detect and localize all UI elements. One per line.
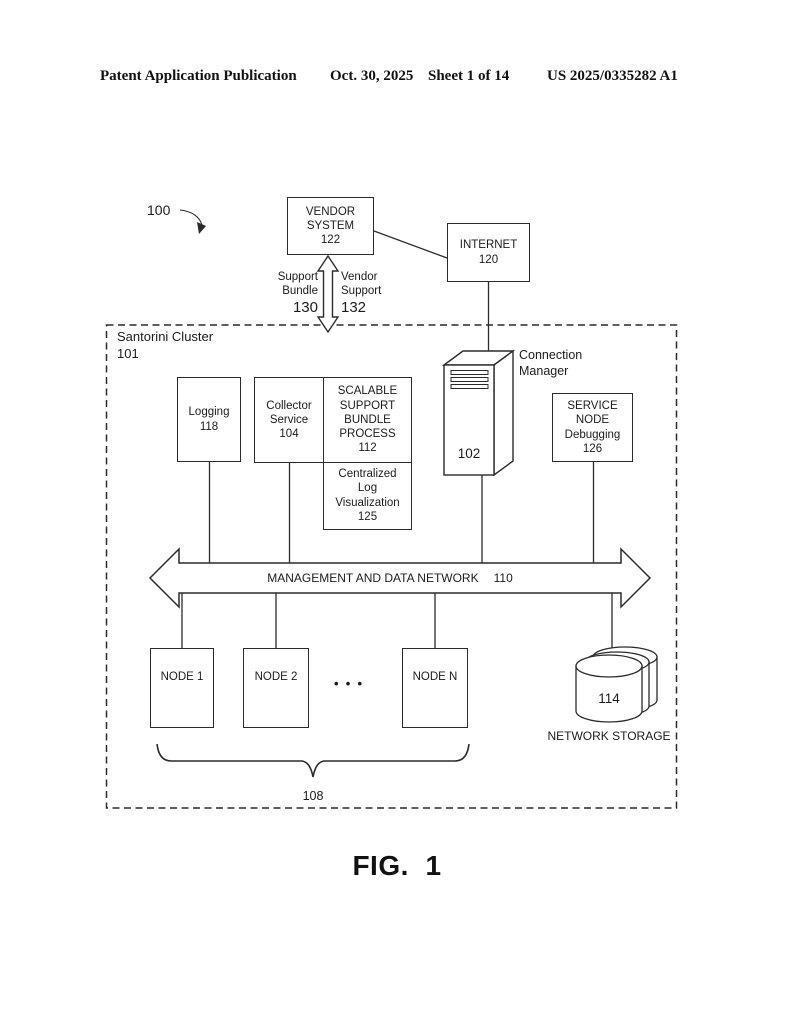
figure-caption: FIG. 1 bbox=[352, 850, 442, 881]
cluster-num: 101 bbox=[117, 345, 139, 361]
header-date: Oct. 30, 2025 bbox=[330, 68, 414, 84]
ref-100-arrow bbox=[180, 210, 206, 234]
collector-line: Collector bbox=[266, 399, 312, 412]
service-node-line: Debugging bbox=[564, 428, 621, 441]
connection-manager-line2: Manager bbox=[519, 364, 569, 379]
network-storage-cylinder-icon bbox=[576, 647, 657, 722]
connection-manager-label bbox=[519, 347, 582, 380]
connection-manager-line1: Connection bbox=[519, 348, 583, 362]
scalable-num: 112 bbox=[358, 442, 377, 455]
node-1-box bbox=[150, 648, 214, 728]
header-publication: Patent Application Publication bbox=[100, 68, 297, 84]
nodes-brace bbox=[157, 744, 469, 777]
collector-service-box bbox=[254, 377, 324, 463]
network-bus-text: MANAGEMENT AND DATA NETWORK bbox=[267, 571, 479, 585]
vendor-system-box bbox=[287, 197, 374, 255]
cluster-title bbox=[117, 329, 213, 363]
centralized-num: 125 bbox=[357, 510, 378, 523]
connection-manager-num: 102 bbox=[457, 446, 481, 461]
node-2-box bbox=[243, 648, 309, 728]
scalable-line: BUNDLE bbox=[344, 413, 391, 426]
figure-ref-label: 100 bbox=[147, 202, 171, 218]
service-node-line: NODE bbox=[575, 414, 610, 427]
vendor-support-line2: Support bbox=[341, 285, 382, 298]
internet-num: 120 bbox=[478, 253, 499, 266]
logging-num: 118 bbox=[199, 420, 219, 433]
storage-num: 114 bbox=[598, 691, 620, 706]
centralized-line: Log bbox=[357, 482, 378, 495]
vendor-internet-connector-line bbox=[374, 231, 447, 258]
logging-line: Logging bbox=[188, 406, 230, 419]
centralized-log-visualization-box bbox=[323, 462, 412, 530]
network-storage-label: NETWORK STORAGE bbox=[547, 729, 671, 743]
vendor-system-num: 122 bbox=[320, 234, 341, 247]
node-1-label: NODE 1 bbox=[160, 671, 204, 683]
scalable-line: SCALABLE bbox=[337, 385, 398, 398]
nodes-ellipsis: • • • bbox=[334, 676, 363, 691]
node-n-box bbox=[402, 648, 468, 728]
internet-box bbox=[447, 223, 530, 282]
support-bundle-label bbox=[258, 270, 318, 316]
service-node-num: 126 bbox=[582, 442, 603, 455]
network-bus-label bbox=[130, 571, 650, 585]
vendor-system-line: SYSTEM bbox=[306, 219, 355, 232]
network-bus-num: 110 bbox=[493, 571, 513, 585]
support-bundle-double-arrow bbox=[318, 256, 338, 332]
vendor-support-num: 132 bbox=[341, 298, 367, 316]
centralized-line: Centralized bbox=[338, 468, 397, 480]
vendor-support-label bbox=[341, 270, 403, 316]
header-patent-number: US 2025/0335282 A1 bbox=[547, 68, 678, 84]
centralized-line: Visualization bbox=[335, 496, 400, 509]
vendor-system-line: VENDOR bbox=[305, 205, 356, 218]
node-n-label: NODE N bbox=[412, 671, 458, 683]
scalable-support-bundle-process-box bbox=[323, 377, 412, 463]
internet-line: INTERNET bbox=[459, 239, 518, 252]
brace-num: 108 bbox=[302, 789, 324, 803]
node-2-label: NODE 2 bbox=[254, 671, 298, 683]
vendor-support-line1: Vendor bbox=[341, 271, 378, 283]
support-bundle-line1: Support bbox=[277, 271, 318, 283]
scalable-line: SUPPORT bbox=[339, 399, 396, 412]
support-bundle-num: 130 bbox=[292, 298, 318, 316]
header-sheet: Sheet 1 of 14 bbox=[428, 68, 510, 84]
service-node-debugging-box bbox=[552, 393, 633, 462]
cluster-name: Santorini Cluster bbox=[117, 329, 214, 344]
support-bundle-line2: Bundle bbox=[282, 285, 318, 298]
scalable-line: PROCESS bbox=[339, 428, 396, 441]
collector-num: 104 bbox=[279, 428, 299, 441]
collector-line: Service bbox=[269, 413, 309, 426]
service-node-line: SERVICE bbox=[567, 400, 618, 412]
logging-box bbox=[177, 377, 241, 462]
